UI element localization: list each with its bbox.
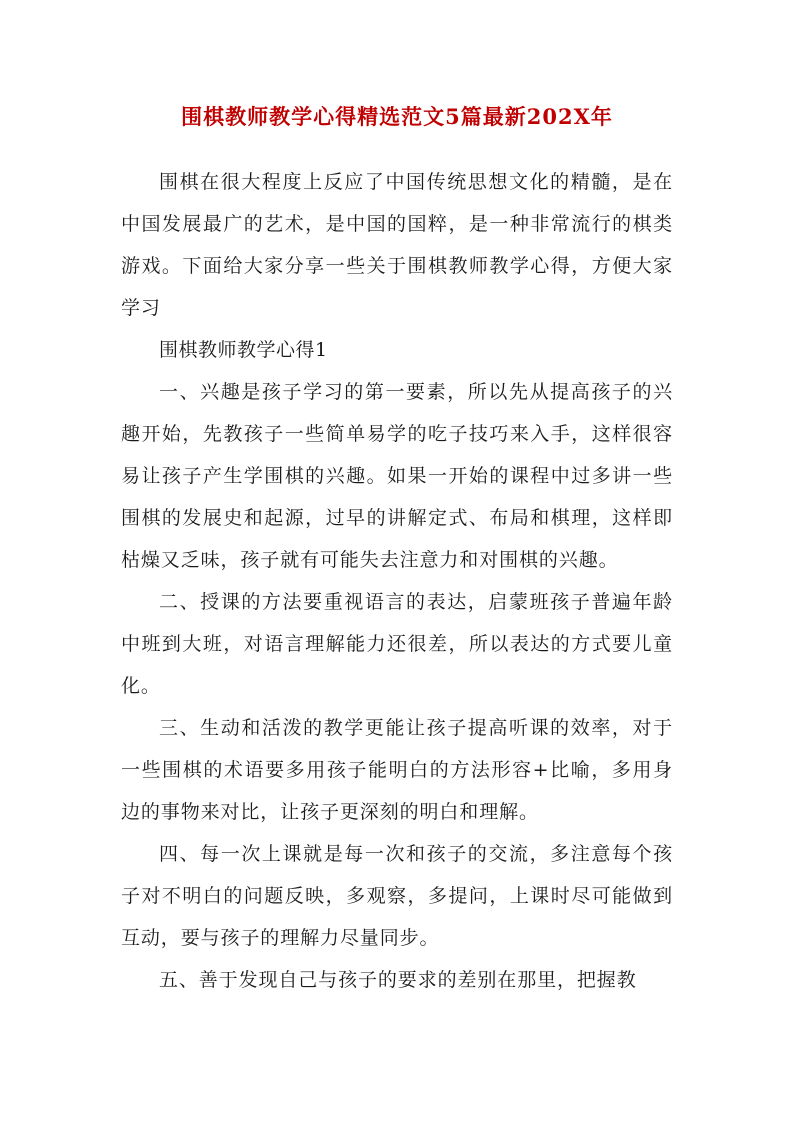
intro-paragraph: 围棋在很大程度上反应了中国传统思想文化的精髓，是在中国发展最广的艺术，是中国的国粹，是一种非常流行的棋类游戏。下面给大家分享一些关于围棋教师教学心得，方便大家学习 bbox=[121, 171, 673, 319]
section-heading: 围棋教师教学心得1 bbox=[159, 339, 328, 361]
document-title: 围棋教师教学心得精选范文5篇最新202X年 bbox=[181, 104, 613, 129]
body-paragraph: 四、每一次上课就是每一次和孩子的交流，多注意每个孩子对不明白的问题反映，多观察，多提问，上课时尽可能做到互动，要与孩子的理解力尽量同步。 bbox=[121, 843, 673, 949]
body-paragraph: 五、善于发现自己与孩子的要求的差别在那里，把握教 bbox=[159, 969, 637, 991]
document-body bbox=[121, 161, 673, 1001]
body-paragraph: 二、授课的方法要重视语言的表达，启蒙班孩子普遍年龄中班到大班，对语言理解能力还很差，所以表达的方式要儿童化。 bbox=[121, 591, 673, 697]
body-paragraph: 一、兴趣是孩子学习的第一要素，所以先从提高孩子的兴趣开始，先教孩子一些简单易学的吃子技巧来入手，这样很容易让孩子产生学围棋的兴趣。如果一开始的课程中过多讲一些围棋的发展史和起源，过早的讲解定式、布局和棋理，这样即枯燥又乏味，孩子就有可能失去注意力和对围棋的兴趣。 bbox=[121, 381, 673, 571]
body-paragraph: 三、生动和活泼的教学更能让孩子提高听课的效率，对于一些围棋的术语要多用孩子能明白的方法形容+比喻，多用身边的事物来对比，让孩子更深刻的明白和理解。 bbox=[121, 717, 673, 823]
